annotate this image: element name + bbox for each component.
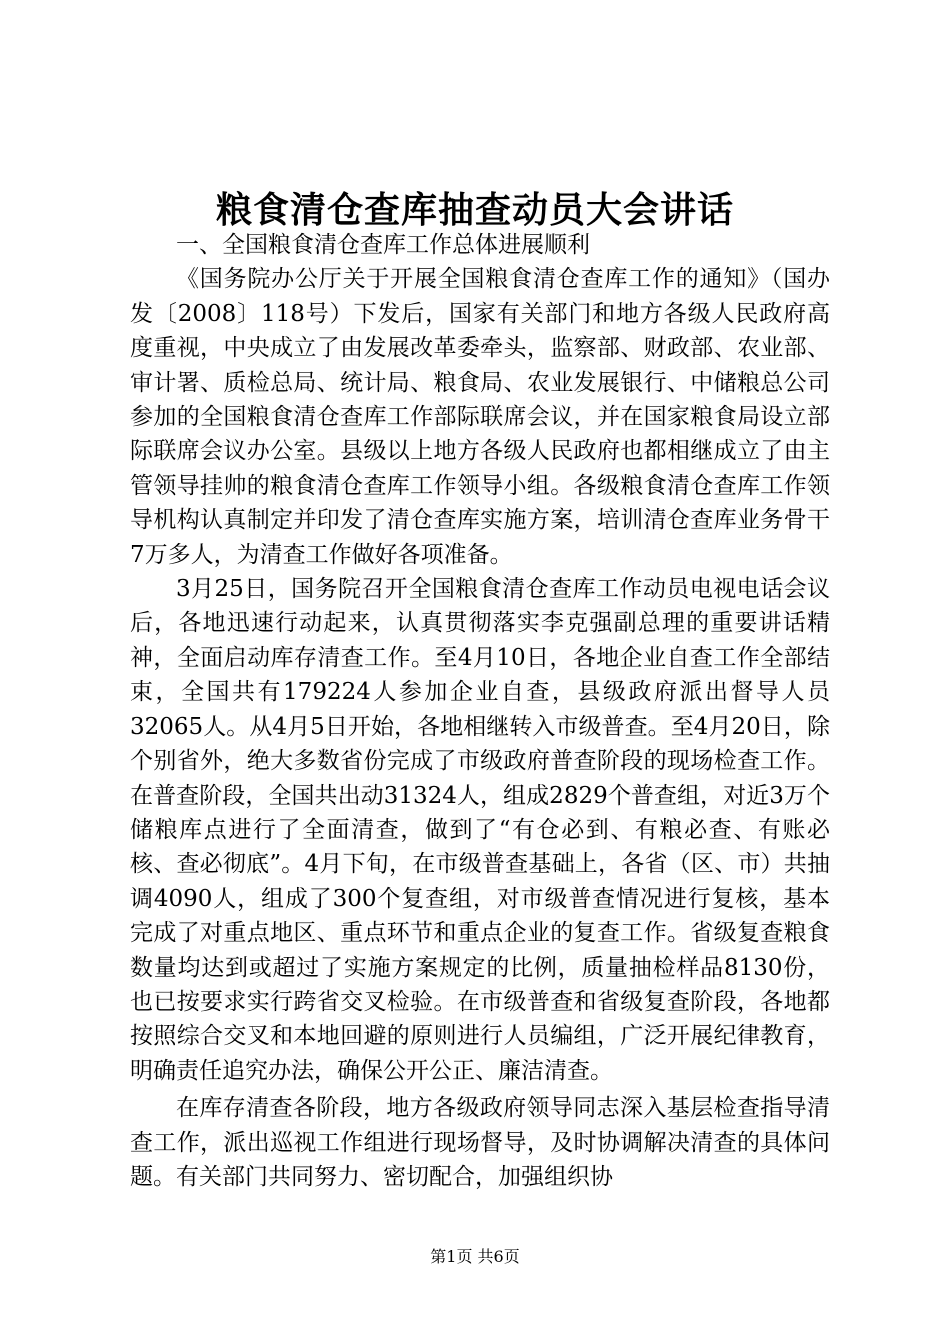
document-body [130, 228, 830, 1194]
document-title: 粮食清仓查库抽查动员大会讲话 [215, 189, 734, 231]
section-heading: 一、全国粮食清仓查库工作总体进展顺利 [176, 232, 590, 258]
paragraph-3: 在库存清查各阶段，地方各级政府领导同志深入基层检查指导清查工作，派出巡视工作组进行现场督导，及时协调解决清查的具体问题。有关部门共同努力、密切配合，加强组织协 [130, 1095, 830, 1190]
page-footer: 第1页 共6页 [430, 1247, 520, 1266]
paragraph-2: 3月25日，国务院召开全国粮食清仓查库工作动员电视电话会议后，各地迅速行动起来，认真贯彻落实李克强副总理的重要讲话精神，全面启动库存清查工作。至4月10日，各地企业自查工作全部结束，全国共有179224人参加企业自查，县级政府派出督导人员32065人。从4月5日开始，各地相继转入市级普查。至4月20日，除个别省外，绝大多数省份完成了市级政府普查阶段的现场检查工作。在普查阶段，全国共出动31324人，组成2829个普查组，对近3万个储粮库点进行了全面清查，做到了“有仓必到、有粮必查、有账必核、查必彻底”。4月下旬，在市级普查基础上，各省（区、市）共抽调4090人，组成了300个复查组，对市级普查情况进行复核，基本完成了对重点地区、重点环节和重点企业的复查工作。省级复查粮食数量均达到或超过了实施方案规定的比例，质量抽检样品8130份，也已按要求实行跨省交叉检验。在市级普查和省级复查阶段，各地都按照综合交叉和本地回避的原则进行人员编组，广泛开展纪律教育，明确责任追究办法，确保公开公正、廉洁清查。 [130, 576, 830, 1084]
paragraph-1: 《国务院办公厅关于开展全国粮食清仓查库工作的通知》（国办发〔2008〕118号）下发后，国家有关部门和地方各级人民政府高度重视，中央成立了由发展改革委牵头，监察部、财政部、农业部、审计署、质检总局、统计局、粮食局、农业发展银行、中储粮总公司参加的全国粮食清仓查库工作部际联席会议，并在国家粮食局设立部际联席会议办公室。县级以上地方各级人民政府也都相继成立了由主管领导挂帅的粮食清仓查库工作领导小组。各级粮食清仓查库工作领导机构认真制定并印发了清仓查库实施方案，培训清仓查库业务骨干7万多人，为清查工作做好各项准备。 [130, 266, 830, 568]
